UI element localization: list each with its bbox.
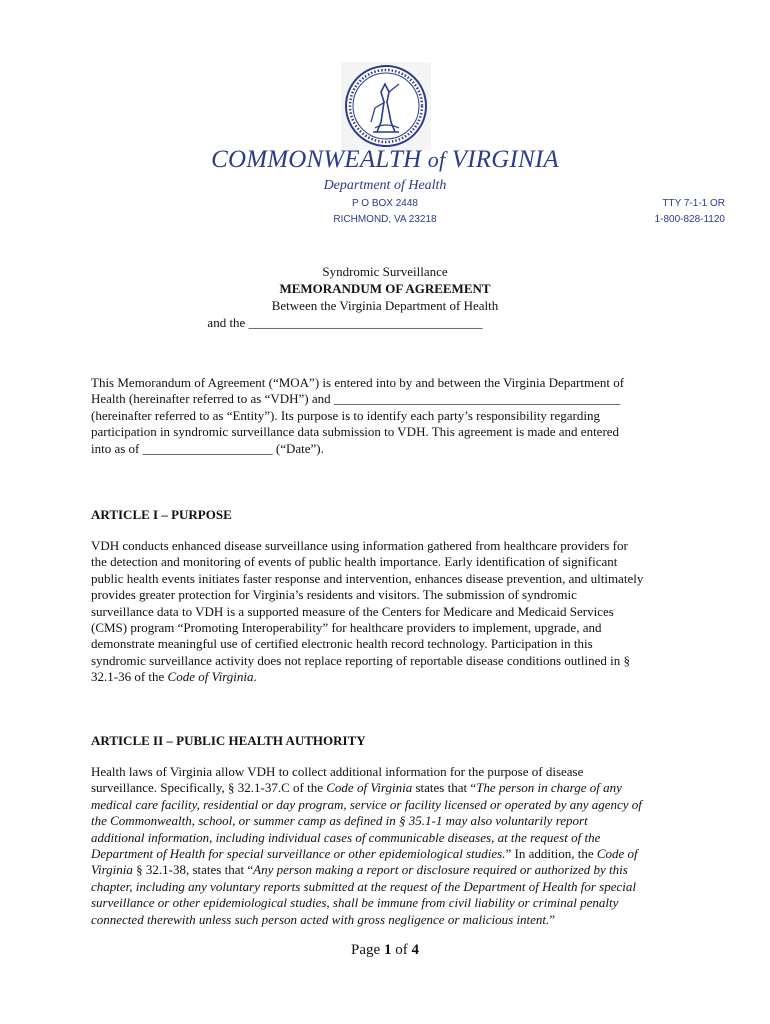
article-2-line: chapter, including any voluntary reports submitted at the request of the Department of Health for special [91, 878, 636, 894]
article-2-line: additional information, including individual cases of communicable diseases, at the request of the [91, 829, 601, 845]
tty-line-1: TTY 7-1-1 OR [662, 198, 725, 209]
article-2-line: Department of Health for special surveillance or other epidemiological studies.” In addition, the Code of [91, 846, 638, 862]
intro-line: participation in syndromic surveillance data submission to VDH. This agreement is made and entered [91, 424, 620, 440]
page-footer [0, 942, 770, 959]
article-1-paragraph [91, 538, 691, 686]
article-1-line: demonstrate meaningful use of certified electronic health record technology. Participation in this [91, 636, 593, 652]
title-line-3: Between the Virginia Department of Health [271, 298, 499, 313]
article-2-line: the Commonwealth, school, or summer camp as defined in § 35.1-1 may also voluntarily report [91, 813, 588, 829]
article-2-heading: ARTICLE II – PUBLIC HEALTH AUTHORITY [91, 733, 366, 748]
title-line-2: MEMORANDUM OF AGREEMENT [279, 281, 491, 296]
article-2-line: Health laws of Virginia allow VDH to collect additional information for the purpose of disease [91, 764, 584, 779]
letterhead-tty [655, 196, 725, 228]
page-number: 1 [383, 942, 392, 958]
article-2-paragraph [91, 764, 691, 928]
tty-line-2: 1-800-828-1120 [654, 214, 725, 225]
article-2-line: surveillance. Specifically, § 32.1-37.C of the Code of Virginia states that “The person in charge of any [91, 780, 622, 796]
article-1-line: VDH conducts enhanced disease surveillance using information gathered from healthcare providers for [91, 538, 628, 553]
title-line-1: Syndromic Surveillance [322, 264, 448, 279]
article-1-line: provides greater protection for Virginia’s residents and visitors. The submission of syndromic [91, 587, 577, 603]
letterhead-department: Department of Health [323, 178, 447, 193]
intro-line: Health (hereinafter referred to as “VDH”) and ____________________________________________ [91, 391, 620, 407]
article-1-line: syndromic surveillance activity does not replace reporting of reportable disease conditions outlined in § [91, 652, 630, 668]
title-line-4: and the ____________________________________ [207, 315, 483, 330]
article-2-line: surveillance or other epidemiological studies, shall be immune from civil liability or criminal penalty [91, 895, 619, 911]
article-1-line: public health events initiates faster response and intervention, enhances disease prevention, and ultimately [91, 570, 644, 586]
article-2-line: connected therewith unless such person acted with gross negligence or malicious intent.” [91, 911, 556, 927]
article-1-heading: ARTICLE I – PURPOSE [91, 507, 232, 522]
page-total: 4 [411, 942, 419, 958]
intro-line: This Memorandum of Agreement (“MOA”) is entered into by and between the Virginia Department of [91, 375, 625, 390]
page-word: Page [351, 942, 381, 958]
article-1-line: (CMS) program “Promoting Interoperability” for healthcare providers to implement, upgrade, and [91, 620, 602, 636]
intro-line: (hereinafter referred to as “Entity”). Its purpose is to identify each party’s responsibility regarding [91, 407, 600, 423]
of-word: of [395, 942, 408, 958]
virginia-seal-icon [341, 62, 431, 150]
article-1-line: the detection and monitoring of events of public health importance. Early identification of significant [91, 554, 618, 570]
article-2-line: medical care facility, residential or day program, service or facility licensed or operated by any agency of [91, 796, 642, 812]
article-1-line: 32.1-36 of the Code of Virginia. [91, 669, 257, 685]
address-line-2: RICHMOND, VA 23218 [333, 214, 437, 225]
article-2-line: Virginia § 32.1-38, states that “Any person making a report or disclosure required or authorized by this [91, 862, 628, 878]
article-1-line: surveillance data to VDH is a supported measure of the Centers for Medicare and Medicaid Services [91, 603, 614, 619]
document-title [0, 263, 770, 331]
intro-line: into as of ____________________ (“Date”). [91, 440, 324, 456]
letterhead-org-name: COMMONWEALTH of VIRGINIA [211, 146, 559, 173]
intro-paragraph [91, 375, 691, 457]
address-line-1: P O BOX 2448 [352, 198, 418, 209]
